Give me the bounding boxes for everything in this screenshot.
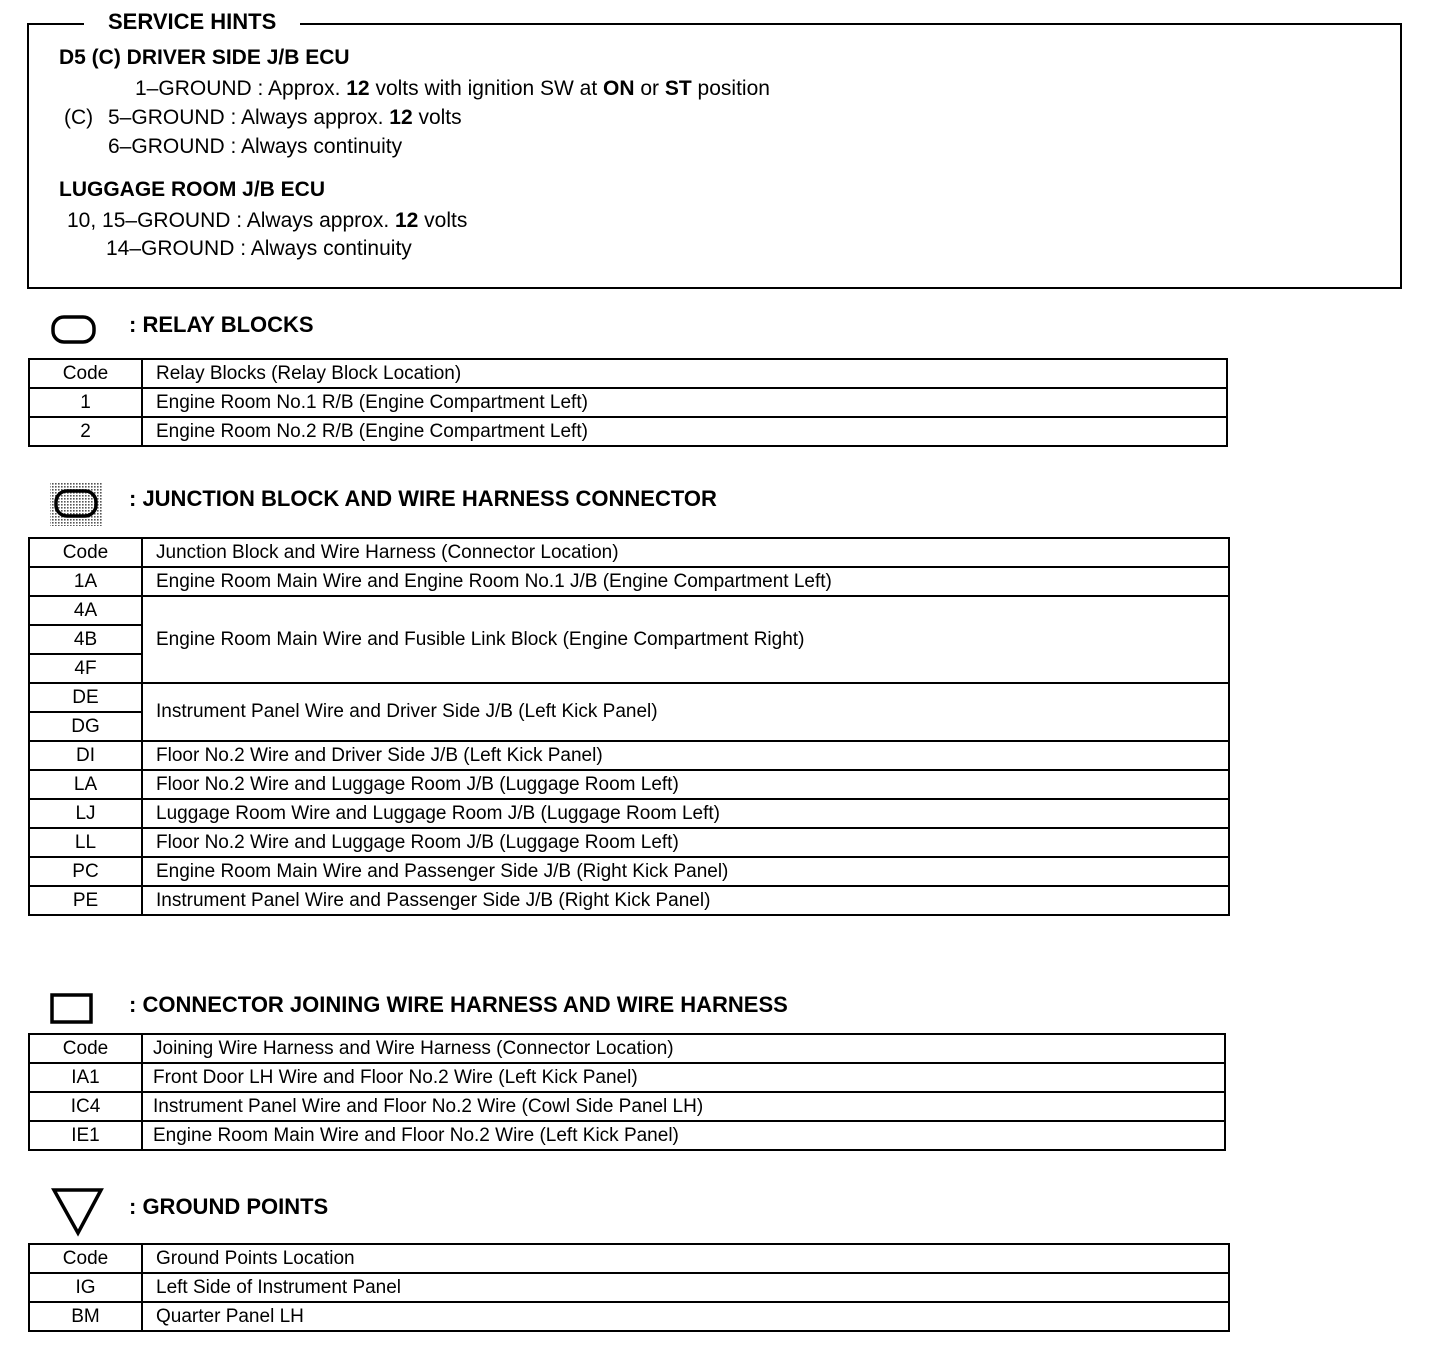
ground-point-icon [50, 1186, 106, 1238]
row-code: DG [29, 712, 142, 741]
ground-title: : GROUND POINTS [129, 1194, 329, 1219]
d5-line-2-pre: Always approx. [236, 106, 390, 129]
table-row [29, 1063, 1225, 1092]
header-desc: Joining Wire Harness and Wire Harness (Connector Location) [142, 1034, 1225, 1063]
header-code: Code [29, 1034, 142, 1063]
row-desc: Instrument Panel Wire and Driver Side J/B (Left Kick Panel) [142, 683, 1229, 741]
service-hints-title: SERVICE HINTS [84, 9, 300, 35]
d5-line-1-bold-2: ON [603, 77, 635, 100]
row-code: IE1 [29, 1121, 142, 1150]
row-desc: Left Side of Instrument Panel [142, 1273, 1229, 1302]
header-desc: Ground Points Location [142, 1244, 1229, 1273]
d5-heading: D5 (C) DRIVER SIDE J/B ECU [59, 46, 350, 69]
table-row [29, 388, 1227, 417]
row-code: 4F [29, 654, 142, 683]
luggage-line-1-ref: 10, 15–GROUND : [67, 209, 243, 232]
table-row [29, 1092, 1225, 1121]
row-desc: Engine Room Main Wire and Passenger Side J/B (Right Kick Panel) [142, 857, 1229, 886]
table-header-row [29, 1034, 1225, 1063]
d5-line-2-bold: 12 [389, 106, 413, 129]
row-desc: Engine Room No.1 R/B (Engine Compartment Left) [142, 388, 1227, 417]
table-row [29, 799, 1229, 828]
row-desc: Engine Room Main Wire and Fusible Link Block (Engine Compartment Right) [142, 596, 1229, 683]
table-row [29, 828, 1229, 857]
ground-table [28, 1243, 1230, 1332]
row-desc: Quarter Panel LH [142, 1302, 1229, 1331]
d5-line-1-post: position [691, 77, 770, 100]
table-header-row [29, 538, 1229, 567]
row-desc: Floor No.2 Wire and Luggage Room J/B (Luggage Room Left) [142, 770, 1229, 799]
connectors-table [28, 1033, 1226, 1151]
d5-line-1-mid2: or [634, 77, 665, 100]
d5-line-1-bold-3: ST [664, 77, 692, 100]
row-desc: Instrument Panel Wire and Passenger Side J/B (Right Kick Panel) [142, 886, 1229, 915]
luggage-line-1-post: volts [418, 209, 468, 232]
d5-line-1-bold-1: 12 [346, 77, 370, 100]
relay-block-icon [50, 313, 98, 347]
row-code: 1A [29, 567, 142, 596]
luggage-line-2-post: Always continuity [246, 237, 412, 260]
header-desc: Junction Block and Wire Harness (Connector Location) [142, 538, 1229, 567]
luggage-line-1 [67, 208, 467, 234]
d5-line-3-ref: 6–GROUND : [108, 135, 237, 158]
row-desc: Floor No.2 Wire and Luggage Room J/B (Luggage Room Left) [142, 828, 1229, 857]
row-code: 4A [29, 596, 142, 625]
junction-block-icon [49, 480, 103, 528]
table-row [29, 1302, 1229, 1331]
d5-line-1-mid: volts with ignition SW at [369, 77, 604, 100]
header-desc: Relay Blocks (Relay Block Location) [142, 359, 1227, 388]
row-code: LA [29, 770, 142, 799]
d5-line-1-pre: Approx. [263, 77, 347, 100]
table-row [29, 567, 1229, 596]
row-desc: Instrument Panel Wire and Floor No.2 Wire (Cowl Side Panel LH) [142, 1092, 1225, 1121]
header-code: Code [29, 538, 142, 567]
row-code: LL [29, 828, 142, 857]
table-header-row [29, 1244, 1229, 1273]
luggage-heading: LUGGAGE ROOM J/B ECU [59, 178, 326, 201]
table-row [29, 857, 1229, 886]
row-code: 4B [29, 625, 142, 654]
junction-title: : JUNCTION BLOCK AND WIRE HARNESS CONNECTOR [129, 486, 717, 511]
table-row [29, 741, 1229, 770]
row-code: DE [29, 683, 142, 712]
luggage-line-2 [106, 236, 412, 262]
row-code: IG [29, 1273, 142, 1302]
luggage-line-1-bold: 12 [394, 209, 419, 232]
d5-line-2-ref: 5–GROUND : [108, 106, 237, 129]
header-code: Code [29, 1244, 142, 1273]
relay-blocks-title: : RELAY BLOCKS [129, 312, 314, 337]
connectors-title: : CONNECTOR JOINING WIRE HARNESS AND WIRE HARNESS [129, 992, 788, 1017]
table-row [29, 886, 1229, 915]
table-header-row [29, 359, 1227, 388]
row-code: 2 [29, 417, 142, 446]
connector-icon [49, 992, 95, 1026]
luggage-line-1-pre: Always approx. [242, 209, 395, 232]
table-row [29, 683, 1229, 712]
row-desc: Front Door LH Wire and Floor No.2 Wire (Left Kick Panel) [142, 1063, 1225, 1092]
row-desc: Floor No.2 Wire and Driver Side J/B (Left Kick Panel) [142, 741, 1229, 770]
table-row [29, 1121, 1225, 1150]
row-desc: Engine Room Main Wire and Engine Room No.1 J/B (Engine Compartment Left) [142, 567, 1229, 596]
row-code: IA1 [29, 1063, 142, 1092]
row-desc: Engine Room Main Wire and Floor No.2 Wire (Left Kick Panel) [142, 1121, 1225, 1150]
luggage-line-2-ref: 14–GROUND : [106, 237, 247, 260]
d5-line-3 [108, 134, 402, 160]
d5-line-3-post: Always continuity [236, 135, 403, 158]
row-code: PE [29, 886, 142, 915]
d5-line-2-prefix: (C) [64, 106, 94, 129]
row-desc: Luggage Room Wire and Luggage Room J/B (Luggage Room Left) [142, 799, 1229, 828]
header-code: Code [29, 359, 142, 388]
table-row [29, 596, 1229, 625]
table-row [29, 1273, 1229, 1302]
row-code: PC [29, 857, 142, 886]
d5-line-1-ref: 1–GROUND : [135, 77, 264, 100]
d5-line-2-post: volts [412, 106, 462, 129]
row-code: DI [29, 741, 142, 770]
junction-table [28, 537, 1230, 916]
row-code: IC4 [29, 1092, 142, 1121]
relay-blocks-table [28, 358, 1228, 447]
row-desc: Engine Room No.2 R/B (Engine Compartment Left) [142, 417, 1227, 446]
row-code: 1 [29, 388, 142, 417]
table-row [29, 770, 1229, 799]
d5-line-2 [108, 105, 462, 131]
row-code: LJ [29, 799, 142, 828]
d5-line-1 [135, 76, 770, 102]
table-row [29, 417, 1227, 446]
row-code: BM [29, 1302, 142, 1331]
